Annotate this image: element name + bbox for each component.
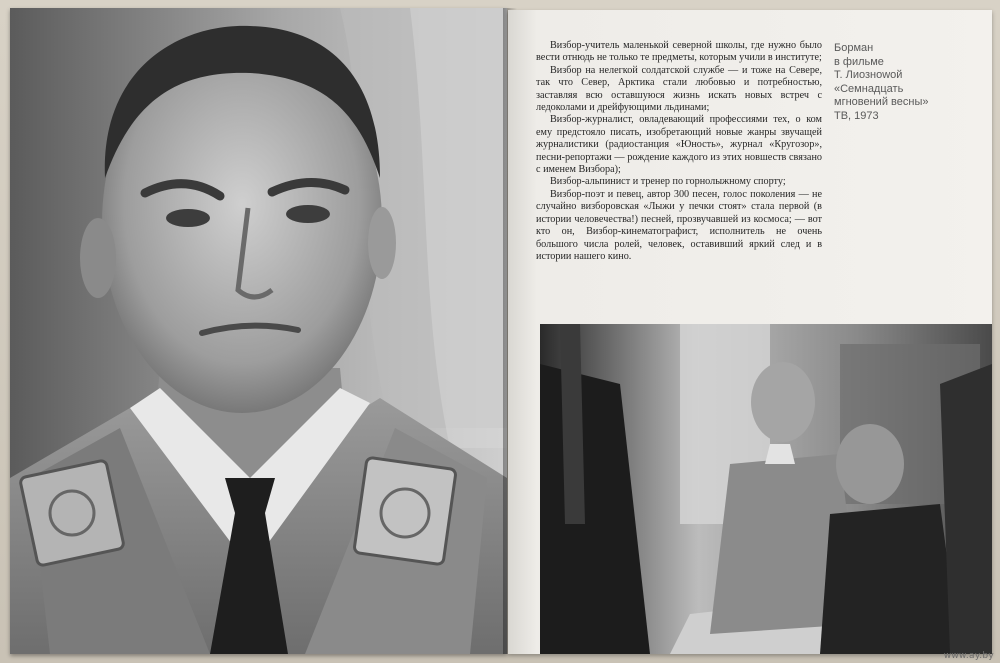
caption-line: в фильме bbox=[834, 55, 884, 68]
caption-line: Борман bbox=[834, 42, 874, 54]
caption-line: Т. Лиознowой bbox=[834, 69, 903, 81]
body-text bbox=[536, 40, 822, 263]
paragraph: Визбор-альпинист и тренер по горнолыжному спорту; bbox=[550, 176, 786, 188]
right-page bbox=[508, 10, 992, 654]
photo-caption bbox=[834, 42, 954, 123]
watermark: www.ay.by bbox=[943, 651, 994, 661]
paragraph: Визбор-поэт и певец, автор 300 песен, голос поколения — не случайно визборовская «Лыжи у печки стоят» стала первой (в истории человечества!) песней, прозвучавшей из космоса; — вот кто он, Визбор-кинематографист, исполнитель не очень большого числа ролей, человек, оставивший яркий след и в истории нашего кино. bbox=[536, 188, 822, 262]
caption-line: ТВ, 1973 bbox=[834, 109, 879, 122]
caption-line: мгновений весны» bbox=[834, 96, 929, 108]
paragraph: Визбор-журналист, овладевающий профессиями тех, о ком ему предстояло писать, изобретающий новые жанры звучащей журналистики (радиостанция «Юность», журнал «Кругозор», песни-репортажи — рождение каждого из этих новшеств связано с именем Визбора); bbox=[536, 114, 822, 176]
film-still-photo bbox=[540, 324, 992, 654]
portrait-photo bbox=[10, 8, 507, 654]
paragraph: Визбор-учитель маленькой северной школы, где нужно было вести отнюдь не только те предметы, которым учили в институте; bbox=[536, 40, 822, 64]
caption-line: «Семнадцать bbox=[834, 82, 904, 95]
paragraph: Визбор на нелегкой солдатской службе — и тоже на Севере, так что Север, Арктика стали любовью и потребностью, заставляя всю оставшуюся жизнь искать новых встреч с ледоколами и дрейфующими льдинами; bbox=[536, 64, 822, 114]
